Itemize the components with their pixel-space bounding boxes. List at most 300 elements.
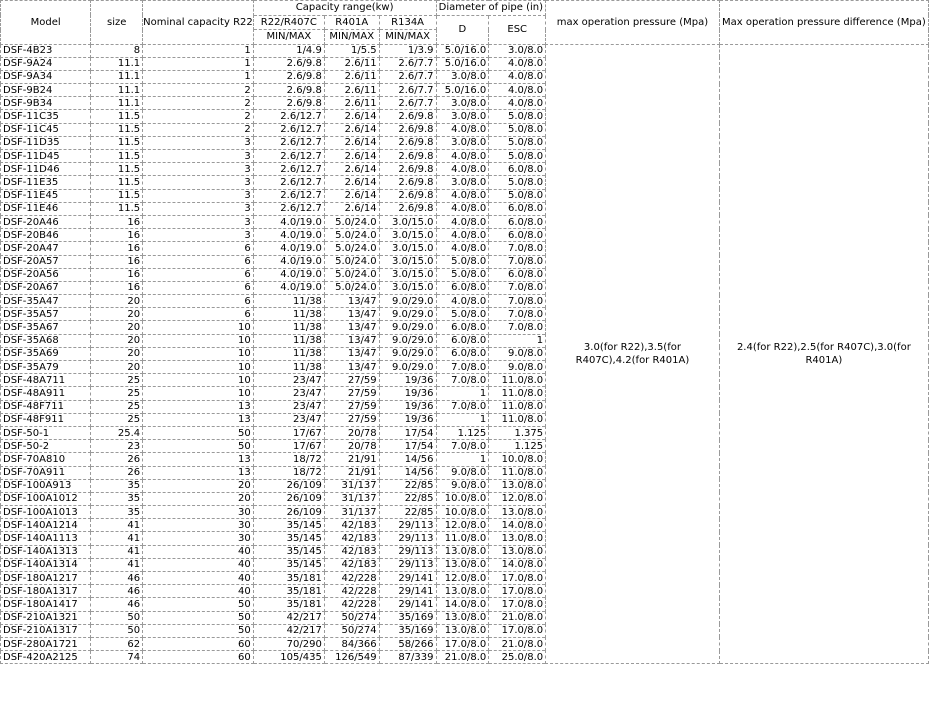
model-cell: DSF-180A1217	[1, 572, 91, 585]
pipe-d-cell: 9.0/8.0	[436, 466, 489, 479]
model-cell: DSF-9B24	[1, 84, 91, 97]
pipe-esc-cell: 11.0/8.0	[489, 466, 546, 479]
pipe-d-cell: 3.0/8.0	[436, 136, 489, 149]
r22-capacity-cell: 2.6/12.7	[253, 202, 324, 215]
r401a-capacity-cell: 5.0/24.0	[324, 242, 379, 255]
nominal-capacity-cell: 1	[143, 44, 254, 57]
r134a-capacity-cell: 19/36	[379, 374, 436, 387]
r401a-capacity-cell: 27/59	[324, 413, 379, 426]
model-cell: DSF-70A810	[1, 453, 91, 466]
r401a-capacity-cell: 2.6/11	[324, 70, 379, 83]
header-r134a: R134A	[379, 15, 436, 30]
pipe-esc-cell: 14.0/8.0	[489, 519, 546, 532]
r22-capacity-cell: 35/145	[253, 545, 324, 558]
pipe-d-cell: 4.0/8.0	[436, 163, 489, 176]
size-cell: 16	[91, 229, 143, 242]
pipe-esc-cell: 11.0/8.0	[489, 413, 546, 426]
pipe-esc-cell: 9.0/8.0	[489, 347, 546, 360]
r401a-capacity-cell: 2.6/11	[324, 84, 379, 97]
pipe-esc-cell: 9.0/8.0	[489, 361, 546, 374]
pipe-d-cell: 5.0/16.0	[436, 84, 489, 97]
r22-capacity-cell: 4.0/19.0	[253, 281, 324, 294]
pipe-esc-cell: 25.0/8.0	[489, 651, 546, 664]
size-cell: 35	[91, 506, 143, 519]
nominal-capacity-cell: 6	[143, 255, 254, 268]
size-cell: 46	[91, 598, 143, 611]
model-cell: DSF-35A57	[1, 308, 91, 321]
pipe-esc-cell: 5.0/8.0	[489, 176, 546, 189]
nominal-capacity-cell: 60	[143, 651, 254, 664]
pipe-esc-cell: 5.0/8.0	[489, 110, 546, 123]
size-cell: 8	[91, 44, 143, 57]
pipe-esc-cell: 4.0/8.0	[489, 70, 546, 83]
model-cell: DSF-210A1321	[1, 611, 91, 624]
r22-capacity-cell: 11/38	[253, 334, 324, 347]
size-cell: 11.5	[91, 189, 143, 202]
size-cell: 11.5	[91, 110, 143, 123]
nominal-capacity-cell: 50	[143, 426, 254, 439]
pipe-esc-cell: 1.125	[489, 440, 546, 453]
pipe-esc-cell: 21.0/8.0	[489, 611, 546, 624]
pipe-d-cell: 3.0/8.0	[436, 97, 489, 110]
header-model: Model	[1, 1, 91, 45]
pipe-esc-cell: 17.0/8.0	[489, 624, 546, 637]
nominal-capacity-cell: 50	[143, 598, 254, 611]
r401a-capacity-cell: 31/137	[324, 492, 379, 505]
r134a-capacity-cell: 19/36	[379, 387, 436, 400]
model-cell: DSF-100A1013	[1, 506, 91, 519]
r134a-capacity-cell: 9.0/29.0	[379, 295, 436, 308]
size-cell: 25	[91, 387, 143, 400]
r401a-capacity-cell: 13/47	[324, 334, 379, 347]
size-cell: 11.1	[91, 97, 143, 110]
nominal-capacity-cell: 3	[143, 215, 254, 228]
size-cell: 23	[91, 440, 143, 453]
r401a-capacity-cell: 31/137	[324, 506, 379, 519]
nominal-capacity-cell: 2	[143, 110, 254, 123]
r134a-capacity-cell: 2.6/7.7	[379, 70, 436, 83]
r22-capacity-cell: 23/47	[253, 387, 324, 400]
r22-capacity-cell: 11/38	[253, 295, 324, 308]
pipe-d-cell: 5.0/8.0	[436, 255, 489, 268]
r134a-capacity-cell: 87/339	[379, 651, 436, 664]
r22-capacity-cell: 23/47	[253, 400, 324, 413]
pipe-d-cell: 10.0/8.0	[436, 506, 489, 519]
pipe-d-cell: 4.0/8.0	[436, 295, 489, 308]
model-cell: DSF-11D45	[1, 150, 91, 163]
r22-capacity-cell: 1/4.9	[253, 44, 324, 57]
r134a-capacity-cell: 29/141	[379, 598, 436, 611]
nominal-capacity-cell: 20	[143, 479, 254, 492]
r22-capacity-cell: 4.0/19.0	[253, 229, 324, 242]
r134a-capacity-cell: 3.0/15.0	[379, 242, 436, 255]
r134a-capacity-cell: 3.0/15.0	[379, 281, 436, 294]
r134a-capacity-cell: 2.6/7.7	[379, 57, 436, 70]
r401a-capacity-cell: 42/183	[324, 558, 379, 571]
pipe-esc-cell: 13.0/8.0	[489, 479, 546, 492]
r134a-capacity-cell: 1/3.9	[379, 44, 436, 57]
size-cell: 20	[91, 347, 143, 360]
model-cell: DSF-11E46	[1, 202, 91, 215]
r401a-capacity-cell: 20/78	[324, 426, 379, 439]
header-minmax-r134a: MIN/MAX	[379, 30, 436, 45]
pipe-d-cell: 13.0/8.0	[436, 558, 489, 571]
nominal-capacity-cell: 10	[143, 321, 254, 334]
pipe-d-cell: 12.0/8.0	[436, 572, 489, 585]
r134a-capacity-cell: 9.0/29.0	[379, 321, 436, 334]
nominal-capacity-cell: 10	[143, 374, 254, 387]
nominal-capacity-cell: 6	[143, 268, 254, 281]
max-pressure-value: 3.0(for R22),3.5(for R407C),4.2(for R401A)	[546, 44, 720, 664]
r134a-capacity-cell: 22/85	[379, 492, 436, 505]
pipe-d-cell: 1	[436, 387, 489, 400]
r22-capacity-cell: 105/435	[253, 651, 324, 664]
r401a-capacity-cell: 42/228	[324, 585, 379, 598]
r134a-capacity-cell: 14/56	[379, 466, 436, 479]
pipe-d-cell: 3.0/8.0	[436, 70, 489, 83]
pipe-d-cell: 4.0/8.0	[436, 189, 489, 202]
size-cell: 11.5	[91, 136, 143, 149]
r401a-capacity-cell: 42/183	[324, 519, 379, 532]
nominal-capacity-cell: 30	[143, 519, 254, 532]
nominal-capacity-cell: 30	[143, 506, 254, 519]
model-cell: DSF-35A67	[1, 321, 91, 334]
model-cell: DSF-35A68	[1, 334, 91, 347]
r134a-capacity-cell: 17/54	[379, 426, 436, 439]
pipe-esc-cell: 5.0/8.0	[489, 189, 546, 202]
r134a-capacity-cell: 29/113	[379, 545, 436, 558]
r134a-capacity-cell: 22/85	[379, 506, 436, 519]
r22-capacity-cell: 35/145	[253, 532, 324, 545]
pipe-d-cell: 1	[436, 413, 489, 426]
r134a-capacity-cell: 2.6/9.8	[379, 176, 436, 189]
r22-capacity-cell: 2.6/9.8	[253, 84, 324, 97]
size-cell: 16	[91, 268, 143, 281]
model-cell: DSF-210A1317	[1, 624, 91, 637]
header-pipe-esc: ESC	[489, 15, 546, 44]
model-cell: DSF-35A47	[1, 295, 91, 308]
pipe-d-cell: 6.0/8.0	[436, 321, 489, 334]
nominal-capacity-cell: 13	[143, 453, 254, 466]
pipe-esc-cell: 21.0/8.0	[489, 637, 546, 650]
nominal-capacity-cell: 3	[143, 136, 254, 149]
size-cell: 16	[91, 255, 143, 268]
r134a-capacity-cell: 22/85	[379, 479, 436, 492]
pipe-d-cell: 5.0/8.0	[436, 268, 489, 281]
size-cell: 25	[91, 374, 143, 387]
pipe-d-cell: 5.0/8.0	[436, 308, 489, 321]
header-r22-r407c: R22/R407C	[253, 15, 324, 30]
r134a-capacity-cell: 3.0/15.0	[379, 229, 436, 242]
model-cell: DSF-20B46	[1, 229, 91, 242]
model-cell: DSF-11C45	[1, 123, 91, 136]
pipe-d-cell: 3.0/8.0	[436, 110, 489, 123]
model-cell: DSF-11C35	[1, 110, 91, 123]
r22-capacity-cell: 11/38	[253, 347, 324, 360]
r22-capacity-cell: 11/38	[253, 321, 324, 334]
r134a-capacity-cell: 29/141	[379, 585, 436, 598]
model-cell: DSF-9A34	[1, 70, 91, 83]
r134a-capacity-cell: 29/113	[379, 558, 436, 571]
size-cell: 20	[91, 295, 143, 308]
r134a-capacity-cell: 2.6/9.8	[379, 163, 436, 176]
r134a-capacity-cell: 35/169	[379, 611, 436, 624]
r401a-capacity-cell: 50/274	[324, 611, 379, 624]
pipe-esc-cell: 14.0/8.0	[489, 558, 546, 571]
r401a-capacity-cell: 5.0/24.0	[324, 268, 379, 281]
nominal-capacity-cell: 2	[143, 84, 254, 97]
size-cell: 74	[91, 651, 143, 664]
r134a-capacity-cell: 9.0/29.0	[379, 347, 436, 360]
nominal-capacity-cell: 10	[143, 387, 254, 400]
size-cell: 11.1	[91, 57, 143, 70]
header-pipe-diameter: Diameter of pipe (in)	[436, 1, 546, 16]
r22-capacity-cell: 2.6/12.7	[253, 163, 324, 176]
r401a-capacity-cell: 5.0/24.0	[324, 281, 379, 294]
pipe-d-cell: 7.0/8.0	[436, 440, 489, 453]
size-cell: 50	[91, 611, 143, 624]
size-cell: 46	[91, 585, 143, 598]
r134a-capacity-cell: 3.0/15.0	[379, 268, 436, 281]
model-cell: DSF-420A2125	[1, 651, 91, 664]
size-cell: 41	[91, 519, 143, 532]
pipe-d-cell: 4.0/8.0	[436, 202, 489, 215]
pipe-esc-cell: 4.0/8.0	[489, 97, 546, 110]
r22-capacity-cell: 26/109	[253, 506, 324, 519]
nominal-capacity-cell: 3	[143, 229, 254, 242]
pipe-esc-cell: 1	[489, 334, 546, 347]
r401a-capacity-cell: 5.0/24.0	[324, 229, 379, 242]
size-cell: 20	[91, 334, 143, 347]
size-cell: 16	[91, 215, 143, 228]
pipe-esc-cell: 13.0/8.0	[489, 545, 546, 558]
r134a-capacity-cell: 29/113	[379, 532, 436, 545]
size-cell: 46	[91, 572, 143, 585]
size-cell: 11.1	[91, 70, 143, 83]
pipe-esc-cell: 17.0/8.0	[489, 585, 546, 598]
pipe-esc-cell: 3.0/8.0	[489, 44, 546, 57]
r22-capacity-cell: 2.6/12.7	[253, 176, 324, 189]
pipe-esc-cell: 4.0/8.0	[489, 84, 546, 97]
model-cell: DSF-20A46	[1, 215, 91, 228]
r22-capacity-cell: 26/109	[253, 479, 324, 492]
r22-capacity-cell: 18/72	[253, 453, 324, 466]
pipe-esc-cell: 7.0/8.0	[489, 281, 546, 294]
pipe-esc-cell: 11.0/8.0	[489, 374, 546, 387]
pipe-d-cell: 17.0/8.0	[436, 637, 489, 650]
header-r401a: R401A	[324, 15, 379, 30]
pipe-d-cell: 4.0/8.0	[436, 242, 489, 255]
r401a-capacity-cell: 2.6/14	[324, 136, 379, 149]
r22-capacity-cell: 2.6/9.8	[253, 97, 324, 110]
pipe-esc-cell: 1.375	[489, 426, 546, 439]
r22-capacity-cell: 2.6/12.7	[253, 136, 324, 149]
model-cell: DSF-140A1214	[1, 519, 91, 532]
r401a-capacity-cell: 27/59	[324, 400, 379, 413]
size-cell: 11.5	[91, 202, 143, 215]
nominal-capacity-cell: 40	[143, 545, 254, 558]
r401a-capacity-cell: 21/91	[324, 466, 379, 479]
model-cell: DSF-180A1317	[1, 585, 91, 598]
r401a-capacity-cell: 42/228	[324, 572, 379, 585]
pipe-d-cell: 7.0/8.0	[436, 400, 489, 413]
model-cell: DSF-20A67	[1, 281, 91, 294]
r22-capacity-cell: 23/47	[253, 374, 324, 387]
r22-capacity-cell: 70/290	[253, 637, 324, 650]
r134a-capacity-cell: 2.6/9.8	[379, 123, 436, 136]
model-cell: DSF-50-2	[1, 440, 91, 453]
r22-capacity-cell: 42/217	[253, 624, 324, 637]
model-cell: DSF-48A911	[1, 387, 91, 400]
model-cell: DSF-35A69	[1, 347, 91, 360]
r22-capacity-cell: 4.0/19.0	[253, 242, 324, 255]
pipe-esc-cell: 11.0/8.0	[489, 400, 546, 413]
r401a-capacity-cell: 2.6/14	[324, 123, 379, 136]
r401a-capacity-cell: 27/59	[324, 374, 379, 387]
model-cell: DSF-50-1	[1, 426, 91, 439]
model-cell: DSF-9B34	[1, 97, 91, 110]
nominal-capacity-cell: 10	[143, 347, 254, 360]
r22-capacity-cell: 11/38	[253, 361, 324, 374]
r134a-capacity-cell: 2.6/9.8	[379, 136, 436, 149]
pipe-d-cell: 13.0/8.0	[436, 624, 489, 637]
size-cell: 11.5	[91, 176, 143, 189]
r401a-capacity-cell: 42/228	[324, 598, 379, 611]
r22-capacity-cell: 2.6/12.7	[253, 123, 324, 136]
r22-capacity-cell: 35/181	[253, 585, 324, 598]
pipe-esc-cell: 7.0/8.0	[489, 255, 546, 268]
r22-capacity-cell: 11/38	[253, 308, 324, 321]
r22-capacity-cell: 17/67	[253, 440, 324, 453]
r401a-capacity-cell: 2.6/11	[324, 57, 379, 70]
nominal-capacity-cell: 3	[143, 202, 254, 215]
model-cell: DSF-100A1012	[1, 492, 91, 505]
r401a-capacity-cell: 2.6/14	[324, 150, 379, 163]
size-cell: 26	[91, 466, 143, 479]
model-cell: DSF-11E35	[1, 176, 91, 189]
nominal-capacity-cell: 13	[143, 400, 254, 413]
nominal-capacity-cell: 2	[143, 97, 254, 110]
size-cell: 16	[91, 281, 143, 294]
nominal-capacity-cell: 50	[143, 624, 254, 637]
r22-capacity-cell: 2.6/9.8	[253, 57, 324, 70]
pipe-esc-cell: 6.0/8.0	[489, 229, 546, 242]
pipe-d-cell: 13.0/8.0	[436, 585, 489, 598]
header-pipe-d: D	[436, 15, 489, 44]
nominal-capacity-cell: 50	[143, 440, 254, 453]
header-size: size	[91, 1, 143, 45]
nominal-capacity-cell: 50	[143, 611, 254, 624]
pipe-d-cell: 6.0/8.0	[436, 347, 489, 360]
r134a-capacity-cell: 3.0/15.0	[379, 215, 436, 228]
pipe-d-cell: 1.125	[436, 426, 489, 439]
nominal-capacity-cell: 13	[143, 413, 254, 426]
model-cell: DSF-11D46	[1, 163, 91, 176]
r134a-capacity-cell: 2.6/9.8	[379, 189, 436, 202]
pipe-esc-cell: 17.0/8.0	[489, 572, 546, 585]
r401a-capacity-cell: 13/47	[324, 361, 379, 374]
model-cell: DSF-9A24	[1, 57, 91, 70]
r401a-capacity-cell: 20/78	[324, 440, 379, 453]
model-cell: DSF-35A79	[1, 361, 91, 374]
model-cell: DSF-20A47	[1, 242, 91, 255]
model-cell: DSF-4B23	[1, 44, 91, 57]
pipe-esc-cell: 6.0/8.0	[489, 268, 546, 281]
r401a-capacity-cell: 2.6/14	[324, 110, 379, 123]
nominal-capacity-cell: 3	[143, 189, 254, 202]
nominal-capacity-cell: 6	[143, 281, 254, 294]
pipe-esc-cell: 5.0/8.0	[489, 123, 546, 136]
r401a-capacity-cell: 42/183	[324, 532, 379, 545]
pipe-d-cell: 1	[436, 453, 489, 466]
model-cell: DSF-70A911	[1, 466, 91, 479]
r401a-capacity-cell: 2.6/14	[324, 163, 379, 176]
size-cell: 25	[91, 413, 143, 426]
pipe-esc-cell: 7.0/8.0	[489, 295, 546, 308]
r401a-capacity-cell: 21/91	[324, 453, 379, 466]
pipe-d-cell: 13.0/8.0	[436, 545, 489, 558]
nominal-capacity-cell: 3	[143, 163, 254, 176]
model-cell: DSF-48F911	[1, 413, 91, 426]
r134a-capacity-cell: 2.6/9.8	[379, 110, 436, 123]
nominal-capacity-cell: 20	[143, 492, 254, 505]
size-cell: 26	[91, 453, 143, 466]
r22-capacity-cell: 2.6/9.8	[253, 70, 324, 83]
nominal-capacity-cell: 3	[143, 176, 254, 189]
size-cell: 25	[91, 400, 143, 413]
size-cell: 41	[91, 532, 143, 545]
nominal-capacity-cell: 1	[143, 57, 254, 70]
r22-capacity-cell: 4.0/19.0	[253, 268, 324, 281]
r134a-capacity-cell: 9.0/29.0	[379, 334, 436, 347]
r401a-capacity-cell: 2.6/11	[324, 97, 379, 110]
size-cell: 11.5	[91, 163, 143, 176]
pipe-esc-cell: 10.0/8.0	[489, 453, 546, 466]
size-cell: 16	[91, 242, 143, 255]
size-cell: 20	[91, 361, 143, 374]
nominal-capacity-cell: 6	[143, 295, 254, 308]
r134a-capacity-cell: 2.6/9.8	[379, 202, 436, 215]
r22-capacity-cell: 35/181	[253, 598, 324, 611]
nominal-capacity-cell: 40	[143, 558, 254, 571]
nominal-capacity-cell: 60	[143, 637, 254, 650]
r134a-capacity-cell: 17/54	[379, 440, 436, 453]
pipe-d-cell: 6.0/8.0	[436, 334, 489, 347]
pipe-d-cell: 4.0/8.0	[436, 229, 489, 242]
model-cell: DSF-140A1313	[1, 545, 91, 558]
nominal-capacity-cell: 13	[143, 466, 254, 479]
pipe-d-cell: 5.0/16.0	[436, 44, 489, 57]
r401a-capacity-cell: 50/274	[324, 624, 379, 637]
pipe-d-cell: 4.0/8.0	[436, 215, 489, 228]
size-cell: 11.5	[91, 123, 143, 136]
r22-capacity-cell: 26/109	[253, 492, 324, 505]
model-cell: DSF-140A1113	[1, 532, 91, 545]
r134a-capacity-cell: 14/56	[379, 453, 436, 466]
r401a-capacity-cell: 2.6/14	[324, 189, 379, 202]
r401a-capacity-cell: 126/549	[324, 651, 379, 664]
r22-capacity-cell: 2.6/12.7	[253, 189, 324, 202]
r134a-capacity-cell: 58/266	[379, 637, 436, 650]
r22-capacity-cell: 18/72	[253, 466, 324, 479]
r401a-capacity-cell: 31/137	[324, 479, 379, 492]
pipe-d-cell: 14.0/8.0	[436, 598, 489, 611]
pipe-esc-cell: 12.0/8.0	[489, 492, 546, 505]
model-cell: DSF-180A1417	[1, 598, 91, 611]
r134a-capacity-cell: 2.6/7.7	[379, 97, 436, 110]
size-cell: 11.1	[91, 84, 143, 97]
nominal-capacity-cell: 2	[143, 123, 254, 136]
